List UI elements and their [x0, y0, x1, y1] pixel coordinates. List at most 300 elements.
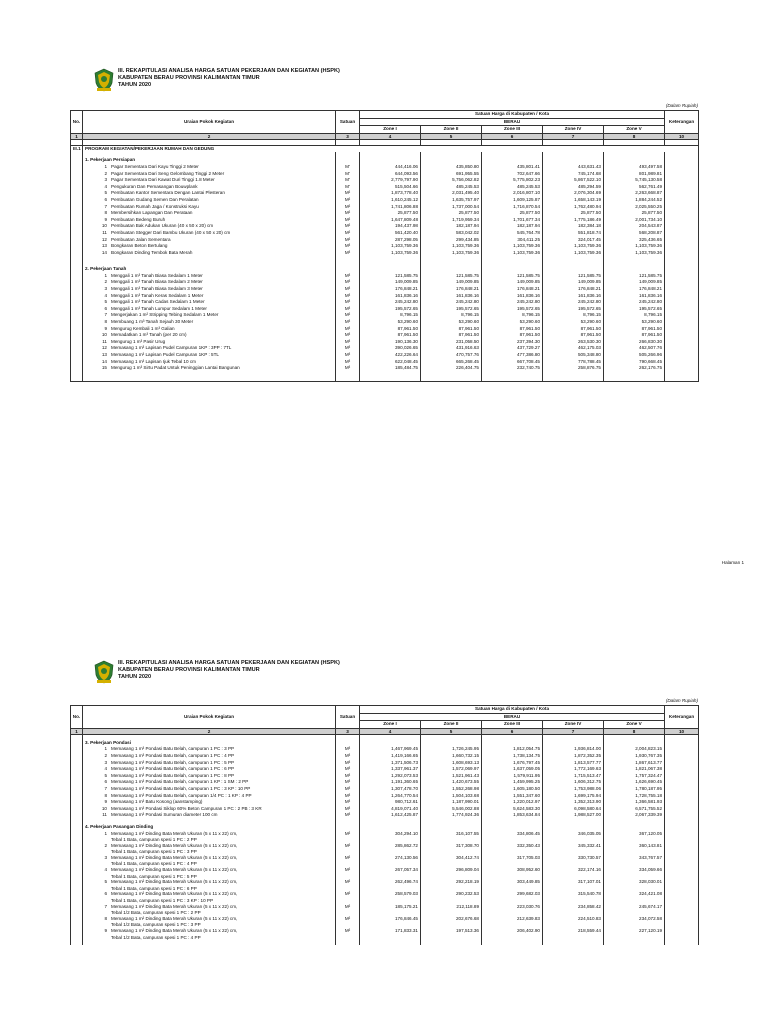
item-desc-text: Pembuatan Bedeng Buruh [111, 216, 166, 222]
row-spacer [71, 779, 83, 786]
row-spacer [71, 190, 83, 197]
item-number: 8 [104, 792, 107, 798]
row-spacer [71, 786, 83, 793]
hspk-table-page-2 [70, 705, 699, 945]
row-spacer [71, 164, 83, 171]
spacer-row [71, 377, 699, 382]
table-row [71, 760, 699, 767]
item-desc-text: Mengerjakan 1 m² Stripping Tebing Sedalam 1 Meter [111, 312, 219, 318]
item-description [83, 312, 336, 319]
item-keterangan [665, 237, 699, 244]
price-zone-1: 176,846.45 [360, 916, 421, 923]
item-description [83, 326, 336, 333]
item-number: 4 [104, 183, 107, 189]
item-unit: M² [336, 867, 360, 874]
row-spacer [71, 891, 83, 898]
col-header-zone: Zone I [360, 721, 421, 729]
price-zone-3: 1,853,634.84 [482, 812, 543, 819]
price-zone-1: 262,496.74 [360, 879, 421, 886]
empty-cell [482, 157, 543, 164]
column-number: 1 [71, 133, 83, 139]
item-number: 3 [104, 177, 107, 183]
item-unit: M³ [336, 746, 360, 753]
item-description [83, 760, 336, 767]
item-number: 7 [104, 785, 107, 791]
empty-cell [482, 824, 543, 831]
report-title: III. REKAPITULASI ANALISA HARGA SATUAN PEKERJAAN DAN KEGIATAN (HSPK) [118, 68, 340, 74]
report-header [94, 660, 454, 690]
item-unit: M³ [336, 339, 360, 346]
price-zone-3: 1,701,677.34 [482, 217, 543, 224]
price-zone-1: 304,294.10 [360, 831, 421, 838]
price-zone-3: 477,386.80 [482, 352, 543, 359]
item-keterangan [665, 230, 699, 237]
table-row [71, 164, 699, 171]
price-zone-5: 1,884,244.52 [604, 197, 665, 204]
price-zone-1: 287,298.05 [360, 237, 421, 244]
price-zone-4: 315,540.78 [543, 891, 604, 898]
item-number: 6 [104, 305, 107, 311]
item-keterangan [665, 190, 699, 197]
item-desc-text: Bongkaran Dinding Tembok Bata Merah [111, 249, 193, 255]
column-number: 5 [421, 133, 482, 139]
price-zone-5: 6,571,755.52 [604, 806, 665, 813]
price-zone-5: 2,263,668.87 [604, 190, 665, 197]
item-unit: M³ [336, 332, 360, 339]
item-number: 3 [104, 854, 107, 860]
item-number: 12 [101, 345, 107, 351]
table-row [71, 197, 699, 204]
item-desc-text: Pagar Sementara Dari Kayu Tinggi 2 Meter [111, 163, 199, 169]
price-zone-5: 5,745,130.58 [604, 177, 665, 184]
item-unit: M² [336, 312, 360, 319]
item-desc-text: Mengurug 1 m³ Sirtu Padat Untuk Peninggian Lantai Bangunan [111, 365, 240, 371]
group-number: 4. [85, 823, 89, 829]
table-row [71, 879, 699, 886]
table-row [71, 332, 699, 339]
row-spacer [71, 352, 83, 359]
price-zone-4: 25,877.50 [543, 210, 604, 217]
table-row [71, 806, 699, 813]
price-zone-1: 87,961.50 [360, 332, 421, 339]
item-number: 11 [102, 229, 107, 235]
col-header-satuan: Satuan [336, 706, 360, 729]
item-keterangan [665, 793, 699, 800]
item-desc-text: Menggali 1 m³ Tanah Biasa Sedalam 2 Meter [111, 279, 203, 285]
col-header-zone: Zone IV [543, 126, 604, 134]
price-zone-3: 1,220,012.97 [482, 799, 543, 806]
price-zone-5: 343,767.57 [604, 855, 665, 862]
item-description [83, 190, 336, 197]
item-description [83, 184, 336, 191]
price-zone-4: 330,730.57 [543, 855, 604, 862]
item-desc-text: Memasang 1 m³ Pondasi Sumuran diameter 100 cm [111, 812, 218, 818]
price-zone-1: 25,877.50 [360, 210, 421, 217]
item-desc-text: Menggali 1 m³ Tanah Lumpur Sedalam 1 Meter [111, 305, 207, 311]
table-row [71, 359, 699, 366]
price-zone-2: 1,521,961.43 [421, 773, 482, 780]
item-unit: M³ [336, 326, 360, 333]
spacer-cell [336, 940, 360, 945]
empty-cell [336, 266, 360, 273]
empty-cell [360, 157, 421, 164]
price-zone-5: 2,025,550.25 [604, 204, 665, 211]
spacer-cell [421, 377, 482, 382]
row-spacer [71, 184, 83, 191]
col-header-kota: BERAU [360, 713, 665, 721]
item-unit: M' [336, 184, 360, 191]
item-keterangan [665, 831, 699, 838]
price-zone-2: 1,187,990.01 [421, 799, 482, 806]
row-spacer [71, 319, 83, 326]
spacer-cell [71, 940, 83, 945]
price-zone-3: 161,836.16 [482, 293, 543, 300]
row-spacer [71, 286, 83, 293]
empty-cell [336, 740, 360, 747]
item-unit: M³ [336, 250, 360, 257]
table-row [71, 339, 699, 346]
price-zone-4: 485,294.59 [543, 184, 604, 191]
price-zone-1: 190,136.30 [360, 339, 421, 346]
item-desc-text: Memasang 1 m² Dinding Bata Merah Ukuran (5 x 11 x 22) cm, [111, 867, 238, 873]
price-zone-5: 53,290.60 [604, 319, 665, 326]
price-zone-3: 53,290.60 [482, 319, 543, 326]
item-number: 11 [102, 812, 107, 818]
item-unit: M³ [336, 812, 360, 819]
row-spacer [71, 210, 83, 217]
price-zone-3: 237,394.30 [482, 339, 543, 346]
price-zone-2: 161,836.16 [421, 293, 482, 300]
item-unit: M³ [336, 793, 360, 800]
item-desc-text: Pembuatan Rumah Jaga / Konstruksi Kayu [111, 203, 199, 209]
price-zone-2: 197,513.36 [421, 928, 482, 935]
column-number: 1 [71, 728, 83, 734]
item-number: 9 [104, 325, 107, 331]
price-zone-4: 87,961.50 [543, 332, 604, 339]
item-number: 11 [102, 338, 107, 344]
page-number: Halaman 1 [721, 560, 744, 565]
item-keterangan [665, 855, 699, 862]
price-zone-5: 568,208.87 [604, 230, 665, 237]
report-title: III. REKAPITULASI ANALISA HARGA SATUAN PEKERJAAN DAN KEGIATAN (HSPK) [118, 660, 340, 666]
item-desc-text: Menggali 1 m³ Tanah Keras Sedalam 1 Meter [111, 292, 204, 298]
item-unit: M³ [336, 799, 360, 806]
empty-cell [543, 157, 604, 164]
price-zone-1: 285,862.72 [360, 843, 421, 850]
price-zone-1: 1,103,759.36 [360, 243, 421, 250]
price-zone-4: 1,103,759.36 [543, 243, 604, 250]
table-row [71, 204, 699, 211]
price-zone-4: 121,585.75 [543, 273, 604, 280]
item-keterangan [665, 773, 699, 780]
item-number: 13 [101, 352, 107, 357]
price-zone-4: 462,175.03 [543, 345, 604, 352]
item-number: 9 [104, 216, 107, 222]
price-zone-1: 1,612,425.87 [360, 812, 421, 819]
table-row [71, 273, 699, 280]
col-header-zone: Zone III [482, 721, 543, 729]
price-zone-4: 1,772,169.63 [543, 766, 604, 773]
price-zone-2: 317,308.70 [421, 843, 482, 850]
item-number: 1 [104, 272, 107, 278]
item-keterangan [665, 223, 699, 230]
item-desc-text-2: Tebal 1/2 Bata, campuran spesi 1 PC : 2 PP [111, 910, 201, 916]
price-zone-1: 194,437.98 [360, 223, 421, 230]
item-desc-text-2: Tebal 1 Bata, campuran spesi 1 PC : 3 PP [111, 849, 197, 855]
price-zone-4: 218,559.44 [543, 928, 604, 935]
spacer-cell [665, 940, 699, 945]
item-unit: M³ [336, 286, 360, 293]
price-zone-5: 324,421.08 [604, 891, 665, 898]
item-keterangan [665, 916, 699, 923]
item-number: 7 [104, 903, 107, 909]
price-zone-2: 435,850.80 [421, 164, 482, 171]
price-zone-4: 176,848.21 [543, 286, 604, 293]
item-number: 9 [104, 928, 107, 933]
item-desc-text: Memasang 1 m³ Pondasi Batu Belah, campuran 1/4 PC : 1 KP : 4 PP [111, 792, 252, 798]
price-zone-1: 444,416.06 [360, 164, 421, 171]
item-keterangan [665, 345, 699, 352]
item-keterangan [665, 359, 699, 366]
item-desc-text: Mengurug 1 m³ Pasir Urug [111, 338, 166, 344]
item-description [83, 806, 336, 813]
table-row [71, 766, 699, 773]
price-zone-5: 234,072.58 [604, 916, 665, 923]
item-unit: M³ [336, 786, 360, 793]
spacer-cell [665, 377, 699, 382]
row-spacer [71, 843, 83, 850]
empty-cell [665, 824, 699, 831]
row-spacer [71, 217, 83, 224]
price-zone-4: 745,174.68 [543, 171, 604, 178]
price-zone-5: 204,543.87 [604, 223, 665, 230]
item-desc-text: Memasang 1 m³ Pondasi Batu Belah, campuran 1 PC : 6 PP [111, 766, 235, 772]
price-zone-2: 1,737,000.54 [421, 204, 482, 211]
group-title-row [71, 824, 699, 831]
section-title-row [71, 145, 699, 152]
item-desc-text: Menggali 1 m³ Tanah Biasa Sedalam 3 Meter [111, 286, 203, 292]
price-zone-2: 212,118.89 [421, 904, 482, 911]
empty-cell [421, 824, 482, 831]
group-name: Pekerjaan Pondasi [90, 739, 131, 745]
price-zone-2: 665,268.45 [421, 359, 482, 366]
item-description [83, 753, 336, 760]
item-unit: M³ [336, 365, 360, 372]
price-zone-2: 1,719,959.34 [421, 217, 482, 224]
price-zone-1: 622,048.45 [360, 359, 421, 366]
col-header-zone: Zone III [482, 126, 543, 134]
col-header-no: No. [71, 706, 83, 729]
price-zone-3: 5,624,583.30 [482, 806, 543, 813]
price-zone-1: 4,819,071.40 [360, 806, 421, 813]
empty-cell [421, 740, 482, 747]
price-zone-3: 87,961.50 [482, 332, 543, 339]
col-header-keterangan: Keterangan [665, 706, 699, 729]
item-number: 5 [104, 879, 107, 885]
price-zone-1: 8,796.15 [360, 312, 421, 319]
item-desc-text: Memasang 1 m² Dinding Bata Merah Ukuran (5 x 11 x 22) cm, [111, 854, 238, 860]
price-zone-4: 551,818.74 [543, 230, 604, 237]
item-description [83, 773, 336, 780]
price-zone-2: 1,660,732.15 [421, 753, 482, 760]
column-number: 4 [360, 728, 421, 734]
row-spacer [71, 273, 83, 280]
column-number: 7 [543, 133, 604, 139]
price-zone-1: 561,420.40 [360, 230, 421, 237]
price-zone-3: 149,009.85 [482, 279, 543, 286]
empty-cell [336, 157, 360, 164]
price-zone-5: 325,436.65 [604, 237, 665, 244]
item-keterangan [665, 177, 699, 184]
price-zone-3: 1,738,134.75 [482, 753, 543, 760]
row-spacer [71, 806, 83, 813]
price-zone-5: 790,668.45 [604, 359, 665, 366]
item-number: 2 [104, 170, 107, 176]
price-zone-3: 182,187.94 [482, 223, 543, 230]
price-zone-3: 121,585.75 [482, 273, 543, 280]
item-unit: M² [336, 928, 360, 935]
table-row [71, 223, 699, 230]
item-unit: M² [336, 197, 360, 204]
spacer-cell [543, 940, 604, 945]
item-desc-text: Memasang 1 m² Dinding Bata Merah Ukuran (5 x 11 x 22) cm, [111, 891, 238, 897]
item-keterangan [665, 286, 699, 293]
column-number: 5 [421, 728, 482, 734]
item-keterangan [665, 326, 699, 333]
item-unit: M³ [336, 753, 360, 760]
item-description [83, 279, 336, 286]
item-keterangan [665, 293, 699, 300]
price-zone-5: 8,796.15 [604, 312, 665, 319]
price-zone-3: 303,449.85 [482, 879, 543, 886]
item-keterangan [665, 891, 699, 898]
price-zone-1: 1,610,245.12 [360, 197, 421, 204]
price-zone-4: 1,103,759.36 [543, 250, 604, 257]
price-zone-5: 360,143.81 [604, 843, 665, 850]
item-desc-text-2: Tebal 1/2 Bata, campuran spesi 1 PC : 3 PP [111, 922, 201, 928]
table-row [71, 928, 699, 935]
price-zone-2: 691,955.55 [421, 171, 482, 178]
item-number: 6 [104, 891, 107, 897]
section-title: PROGRAM KEGIATAN/PEKERJAAN RUMAH DAN GEDUNG [83, 145, 699, 152]
item-desc-text: Memasang 1 m³ Lapisan Ijuk Tebal 10 cm [111, 358, 196, 364]
item-number: 8 [104, 210, 107, 216]
price-zone-5: 562,761.49 [604, 184, 665, 191]
price-zone-2: 87,961.50 [421, 332, 482, 339]
item-number: 3 [104, 286, 107, 292]
empty-cell [665, 740, 699, 747]
item-desc-text: Pembuatan Stegger Dari Bambu Ukuran (40 x 50 x 20) cm [111, 229, 231, 235]
item-keterangan [665, 806, 699, 813]
item-description [83, 916, 336, 923]
item-number: 10 [101, 332, 107, 338]
item-description [83, 867, 336, 874]
price-zone-2: 1,552,268.98 [421, 786, 482, 793]
table-row [71, 891, 699, 898]
col-header-no: No. [71, 111, 83, 134]
table-row [71, 279, 699, 286]
column-number: 4 [360, 133, 421, 139]
empty-cell [604, 266, 665, 273]
price-zone-3: 195,572.65 [482, 306, 543, 313]
group-title [83, 824, 336, 831]
table-row [71, 345, 699, 352]
item-unit: M³ [336, 273, 360, 280]
group-title-row [71, 740, 699, 747]
item-unit: M² [336, 879, 360, 886]
table-row [71, 352, 699, 359]
price-zone-5: 176,848.21 [604, 286, 665, 293]
empty-cell [421, 266, 482, 273]
item-description [83, 339, 336, 346]
item-keterangan [665, 753, 699, 760]
price-zone-4: 1,936,814.00 [543, 746, 604, 753]
price-zone-5: 262,176.75 [604, 365, 665, 372]
price-zone-1: 644,093.56 [360, 171, 421, 178]
table-row [71, 184, 699, 191]
item-unit: M² [336, 891, 360, 898]
col-header-uraian: Uraian Pokok Kegiatan [83, 706, 336, 729]
item-desc-text: Pembuatan Gudang Semen Dan Peralatan [111, 196, 199, 202]
price-zone-5: 25,877.50 [604, 210, 665, 217]
table-row [71, 217, 699, 224]
price-zone-2: 1,635,757.97 [421, 197, 482, 204]
hspk-table-page-1 [70, 110, 699, 382]
table-row [71, 171, 699, 178]
empty-cell [336, 824, 360, 831]
document-page-2 [0, 640, 768, 1024]
row-spacer [71, 793, 83, 800]
item-keterangan [665, 786, 699, 793]
price-zone-2: 583,042.02 [421, 230, 482, 237]
item-unit: M³ [336, 345, 360, 352]
item-number: 9 [104, 799, 107, 805]
price-zone-2: 245,242.80 [421, 299, 482, 306]
item-unit: M³ [336, 306, 360, 313]
price-zone-2: 1,572,069.97 [421, 766, 482, 773]
empty-cell [665, 157, 699, 164]
empty-cell [604, 824, 665, 831]
item-desc-text: Memasang 1 m³ Batu Kosong (aanstamping) [111, 799, 203, 805]
price-zone-4: 195,572.65 [543, 306, 604, 313]
item-description [83, 250, 336, 257]
price-zone-2: 195,572.65 [421, 306, 482, 313]
row-spacer [71, 365, 83, 372]
price-zone-3: 1,676,797.45 [482, 760, 543, 767]
spacer-cell [421, 940, 482, 945]
price-zone-1: 1,191,360.65 [360, 779, 421, 786]
item-description [83, 299, 336, 306]
item-keterangan [665, 171, 699, 178]
item-keterangan [665, 812, 699, 819]
item-unit: M' [336, 171, 360, 178]
row-spacer [71, 359, 83, 366]
item-description [83, 204, 336, 211]
table-row [71, 799, 699, 806]
price-zone-2: 231,058.50 [421, 339, 482, 346]
row-spacer [71, 312, 83, 319]
table-row [71, 812, 699, 819]
price-zone-1: 185,484.75 [360, 365, 421, 372]
item-unit: M² [336, 204, 360, 211]
item-number: 12 [101, 236, 107, 242]
empty-cell [543, 740, 604, 747]
price-zone-2: 176,848.21 [421, 286, 482, 293]
price-zone-5: 1,780,187.95 [604, 786, 665, 793]
price-zone-1: 161,836.16 [360, 293, 421, 300]
price-zone-5: 245,242.80 [604, 299, 665, 306]
item-keterangan [665, 339, 699, 346]
